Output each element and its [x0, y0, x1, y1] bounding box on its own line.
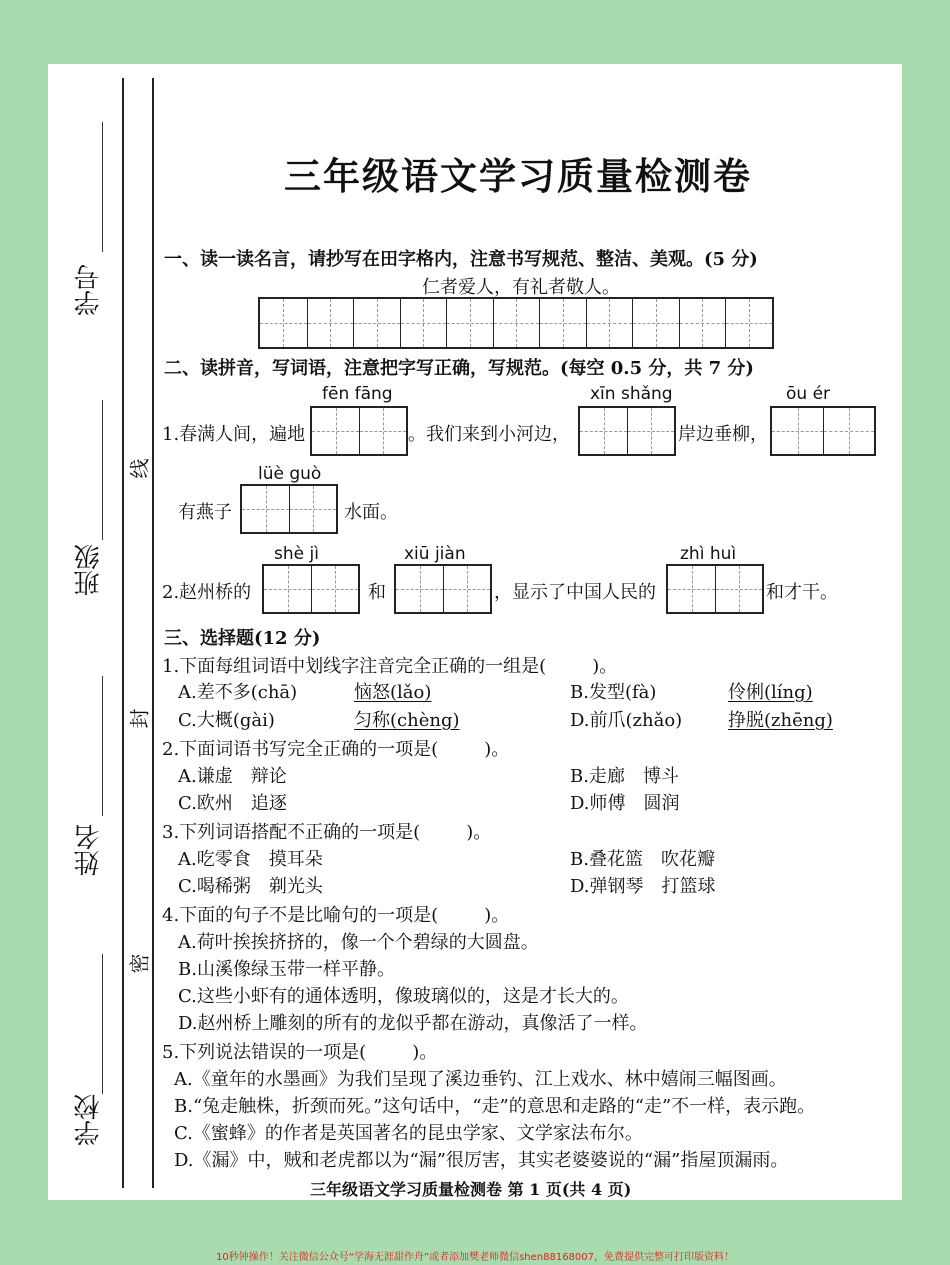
q3-2-option-c[interactable]: C.欧州 追逐 — [178, 793, 287, 814]
page-title: 三年级语文学习质量检测卷 — [284, 154, 752, 198]
q3-4-stem: 4.下面的句子不是比喻句的一项是( )。 — [162, 905, 510, 926]
answer-box-xinshang[interactable] — [578, 406, 676, 456]
q3-4-option-a[interactable]: A.荷叶挨挨挤挤的，像一个个碧绿的大圆盘。 — [178, 932, 539, 953]
q2-2-text-c: ，显示了中国人民的 — [494, 582, 656, 603]
q3-5-stem: 5.下列说法错误的一项是( )。 — [162, 1042, 438, 1063]
school-field[interactable] — [102, 954, 103, 1094]
answer-box-zhihui[interactable] — [666, 564, 764, 614]
q2-1-text-d: 有燕子 — [178, 502, 232, 523]
student-id-field[interactable] — [102, 122, 103, 252]
q2-1-text-c: 岸边垂柳， — [678, 424, 768, 445]
section-1-quote: 仁者爱人，有礼者敬人。 — [422, 277, 620, 298]
q3-3-option-b[interactable]: B.叠花篮 吹花瓣 — [570, 849, 715, 870]
binding-mark-line: 线 — [127, 458, 152, 479]
pinyin-ouer: ōu ér — [786, 384, 831, 404]
q3-1-option-b1[interactable]: B.发型(fà) — [570, 682, 657, 703]
class-field[interactable] — [102, 400, 103, 540]
student-id-label: 学号 — [74, 264, 104, 316]
q2-1-text-a: 1.春满人间，遍地 — [162, 424, 306, 445]
q3-1-option-b2[interactable]: 伶俐(líng) — [728, 682, 813, 703]
q3-1-option-d1[interactable]: D.前爪(zhǎo) — [570, 710, 683, 731]
pinyin-xinshang: xīn shǎng — [590, 384, 673, 404]
q3-3-option-d[interactable]: D.弹钢琴 打篮球 — [570, 876, 716, 897]
answer-box-xiujian[interactable] — [394, 564, 492, 614]
q3-1-option-a1[interactable]: A.差不多(chā) — [178, 682, 298, 703]
q3-2-option-a[interactable]: A.谦虚 辩论 — [178, 766, 287, 787]
q3-3-option-a[interactable]: A.吃零食 摸耳朵 — [178, 849, 323, 870]
binding-line-inner — [152, 78, 154, 1188]
pinyin-xiujian: xiū jiàn — [404, 544, 466, 564]
q2-1-text-e: 水面。 — [344, 502, 398, 523]
binding-mark-secret: 密 — [127, 953, 152, 974]
bottom-promo-note: 10秒钟操作！关注微信公众号“学海无涯甜作舟”或者添加樊老师微信shen88168007，免费提供完整可打印版资料！ — [215, 1252, 735, 1263]
name-label: 姓名 — [74, 824, 104, 876]
q3-1-option-c1[interactable]: C.大概(gài) — [178, 710, 275, 731]
q3-4-option-b[interactable]: B.山溪像绿玉带一样平静。 — [178, 959, 395, 980]
answer-box-ouer[interactable] — [770, 406, 876, 456]
q3-5-option-c[interactable]: C.《蜜蜂》的作者是英国著名的昆虫学家、文学家法布尔。 — [174, 1123, 643, 1144]
page-footer: 三年级语文学习质量检测卷 第 1 页(共 4 页) — [310, 1180, 632, 1199]
q3-4-option-c[interactable]: C.这些小虾有的通体透明，像玻璃似的，这是才长大的。 — [178, 986, 629, 1007]
answer-box-fenfang[interactable] — [310, 406, 408, 456]
q3-3-stem: 3.下列词语搭配不正确的一项是( )。 — [162, 822, 492, 843]
q3-5-option-b[interactable]: B.“兔走触株，折颈而死。”这句话中，“走”的意思和走路的“走”不一样，表示跑。 — [174, 1096, 816, 1117]
q3-4-option-d[interactable]: D.赵州桥上雕刻的所有的龙似乎都在游动，真像活了一样。 — [178, 1013, 648, 1034]
section-2-heading: 二、读拼音，写词语，注意把字写正确，写规范。(每空 0.5 分，共 7 分) — [164, 358, 754, 379]
q3-5-option-a[interactable]: A.《童年的水墨画》为我们呈现了溪边垂钓、江上戏水、林中嬉闹三幅图画。 — [174, 1069, 787, 1090]
q2-2-text-d: 和才干。 — [766, 582, 838, 603]
q2-1-text-b: 。我们来到小河边， — [408, 424, 570, 445]
section-1-heading: 一、读一读名言，请抄写在田字格内，注意书写规范、整洁、美观。(5 分) — [164, 249, 758, 270]
answer-box-sheji[interactable] — [262, 564, 360, 614]
q3-2-stem: 2.下面词语书写完全正确的一项是( )。 — [162, 739, 510, 760]
binding-line-outer — [122, 78, 124, 1188]
pinyin-zhihui: zhì huì — [680, 544, 737, 564]
q3-1-option-c2[interactable]: 匀称(chèng) — [354, 710, 460, 731]
exam-sheet — [48, 64, 902, 1200]
copy-grid[interactable] — [258, 297, 774, 349]
name-field[interactable] — [102, 676, 103, 816]
pinyin-lueguo: lüè guò — [258, 464, 322, 484]
pinyin-sheji: shè jì — [274, 544, 319, 564]
q3-1-stem: 1.下面每组词语中划线字注音完全正确的一组是( )。 — [162, 656, 618, 677]
q3-1-option-d2[interactable]: 挣脱(zhēng) — [728, 710, 833, 731]
section-3-heading: 三、选择题(12 分) — [164, 628, 321, 649]
q3-3-option-c[interactable]: C.喝稀粥 剃光头 — [178, 876, 323, 897]
q3-2-option-d[interactable]: D.师傅 圆润 — [570, 793, 680, 814]
answer-box-lueguo[interactable] — [240, 484, 338, 534]
q3-2-option-b[interactable]: B.走廊 博斗 — [570, 766, 679, 787]
binding-mark-seal: 封 — [127, 708, 152, 729]
q3-1-option-a2[interactable]: 恼怒(lǎo) — [354, 682, 432, 703]
q3-5-option-d[interactable]: D.《漏》中，贼和老虎都以为“漏”很厉害，其实老婆婆说的“漏”指屋顶漏雨。 — [174, 1150, 789, 1171]
school-label: 学校 — [74, 1094, 104, 1146]
pinyin-fenfang: fēn fāng — [322, 384, 393, 404]
q2-2-text-b: 和 — [368, 582, 386, 603]
q2-2-text-a: 2.赵州桥的 — [162, 582, 252, 603]
class-label: 班级 — [74, 544, 104, 596]
